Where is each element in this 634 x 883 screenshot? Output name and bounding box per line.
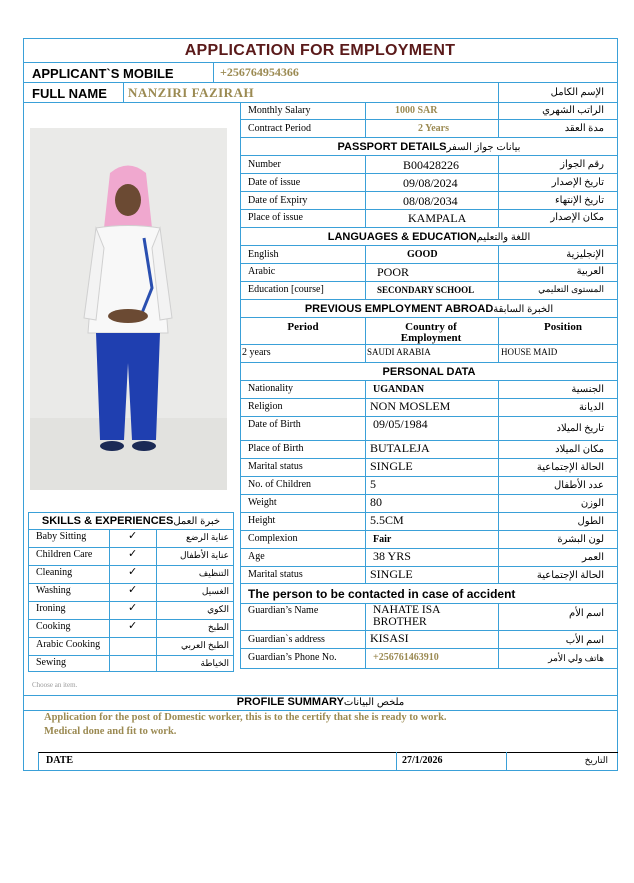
mobile-value: +256764954366 (220, 65, 299, 79)
personal-value: Fair (373, 534, 392, 545)
col-period: Period (287, 321, 319, 333)
passport-issue-arabic: تاريخ الإصدار (551, 177, 604, 188)
personal-label: Weight (248, 497, 277, 508)
arabic-label: Arabic (248, 266, 276, 277)
skill-arabic: الغسيل (201, 586, 229, 596)
personal-arabic: الديانة (578, 402, 604, 413)
skill-arabic: الطبخ (207, 622, 229, 632)
personal-label: No. of Children (248, 479, 312, 490)
date-label: DATE (46, 755, 74, 766)
personal-arabic: العمر (582, 552, 604, 563)
passport-expiry-label: Date of Expiry (248, 195, 308, 206)
summary-text-1: Application for the post of Domestic worker, this is to the certify that she is ready to work. (44, 712, 447, 723)
skill-check-icon: ✓ (128, 584, 138, 596)
skill-label: Sewing (36, 657, 66, 668)
education-value: SECONDARY SCHOOL (377, 285, 475, 295)
guardian-address-arabic: اسم الأب (565, 635, 604, 646)
col-position: Position (544, 321, 582, 333)
date-row (38, 752, 618, 771)
education-arabic: المستوى التعليمي (538, 284, 604, 294)
personal-value: 80 (370, 495, 382, 509)
skill-check-icon: ✓ (128, 620, 138, 632)
skill-check-icon: ✓ (128, 530, 138, 542)
contact-heading: The person to be contacted in case of accident (248, 587, 516, 601)
mobile-label: APPLICANT`S MOBILE (32, 66, 174, 81)
personal-arabic: لون البشرة (557, 534, 604, 545)
guardian-phone-label: Guardian’s Phone No. (248, 652, 337, 663)
personal-arabic: الحالة الإجتماعية (536, 462, 604, 473)
arabic-arabic: العربية (576, 266, 604, 277)
summary-heading: PROFILE SUMMARYملخص البيانات (236, 696, 405, 708)
salary-label: Monthly Salary (248, 105, 311, 116)
personal-value: SINGLE (370, 459, 413, 473)
salary-value: 1000 SAR (395, 105, 438, 116)
personal-arabic: تاريخ الميلاد (556, 423, 604, 434)
personal-arabic: الوزن (580, 498, 604, 509)
contract-value: 2 Years (418, 123, 450, 134)
personal-value: 5 (370, 477, 376, 491)
personal-arabic: عدد الأطفال (554, 480, 604, 491)
guardian-phone-value: +256761463910 (373, 652, 439, 663)
guardian-name-value: NAHATE ISA BROTHER (373, 604, 440, 628)
skill-check-icon: ✓ (128, 566, 138, 578)
personal-label: Marital status (248, 461, 303, 472)
guardian-address-value: KISASI (370, 631, 409, 645)
skill-arabic: عناية الرضع (185, 532, 229, 542)
skill-label: Arabic Cooking (36, 639, 101, 650)
skill-label: Ironing (36, 603, 66, 614)
passport-number-label: Number (248, 159, 281, 170)
guardian-address-label: Guardian`s address (248, 634, 325, 645)
skill-arabic: التنظيف (198, 568, 229, 578)
personal-value: SINGLE (370, 567, 413, 581)
personal-value: 5.5CM (370, 513, 404, 527)
guardian-phone-arabic: هاتف ولي الأمر (548, 653, 604, 663)
personal-arabic: الجنسية (571, 384, 604, 395)
skill-label: Baby Sitting (36, 531, 87, 542)
previous-position: HOUSE MAID (501, 347, 558, 357)
arabic-value: POOR (377, 265, 410, 279)
education-label: Education [course] (248, 284, 324, 295)
personal-label: Height (248, 515, 276, 526)
personal-arabic: الطول (577, 516, 604, 527)
personal-label: Age (248, 551, 265, 562)
skill-arabic: الطبخ العربي (181, 640, 229, 650)
skill-label: Washing (36, 585, 71, 596)
guardian-name-label: Guardian’s Name (248, 605, 319, 616)
passport-place-value: KAMPALA (408, 211, 467, 225)
contract-arabic: مدة العقد (564, 123, 604, 134)
skill-arabic: الخياطة (200, 658, 229, 668)
skill-label: Cleaning (36, 567, 73, 578)
contract-label: Contract Period (248, 123, 312, 134)
choose-item-placeholder[interactable]: Choose an item. (32, 681, 78, 689)
skill-arabic: عناية الأطفال (179, 550, 229, 560)
passport-place-arabic: مكان الإصدار (550, 212, 604, 223)
skill-label: Cooking (36, 621, 71, 632)
languages-heading: LANGUAGES & EDUCATIONاللغة والتعليم (327, 231, 531, 243)
skills-heading: SKILLS & EXPERIENCESخبرة العمل (41, 515, 221, 527)
summary-text-2: Medical done and fit to work. (44, 726, 177, 737)
skill-arabic: الكوي (207, 604, 229, 614)
passport-place-label: Place of issue (248, 212, 303, 223)
passport-expiry-arabic: تاريخ الإنتهاء (554, 195, 604, 206)
passport-number-value: B00428226 (403, 158, 460, 172)
personal-label: Date of Birth (248, 419, 301, 430)
date-arabic: التاريخ (584, 755, 608, 765)
guardian-name-arabic: اسم الأم (569, 608, 604, 619)
passport-number-arabic: رقم الجواز (560, 159, 604, 170)
personal-arabic: مكان الميلاد (555, 444, 604, 455)
full-name-arabic: الإسم الكامل (550, 87, 604, 98)
previous-period: 2 years (242, 347, 271, 358)
personal-label: Complexion (248, 533, 298, 544)
personal-value: 09/05/1984 (373, 417, 428, 431)
applicant-figure (30, 128, 227, 490)
english-label: English (248, 249, 279, 260)
personal-label: Religion (248, 401, 283, 412)
date-value: 27/1/2026 (402, 755, 443, 766)
passport-expiry-value: 08/08/2034 (403, 194, 458, 208)
previous-country: SAUDI ARABIA (367, 347, 431, 357)
personal-label: Place of Birth (248, 443, 304, 454)
page-title: APPLICATION FOR EMPLOYMENT (184, 42, 456, 59)
personal-heading: PERSONAL DATA (382, 366, 476, 378)
passport-heading: PASSPORT DETAILSبيانات جواز السفر (337, 141, 521, 153)
personal-value: 38 YRS (373, 549, 411, 563)
personal-label: Nationality (248, 383, 293, 394)
skill-check-icon: ✓ (128, 602, 138, 614)
personal-value: NON MOSLEM (370, 399, 451, 413)
col-country: Country of Employment (400, 322, 462, 344)
skill-check-icon: ✓ (128, 548, 138, 560)
personal-arabic: الحالة الإجتماعية (536, 569, 604, 581)
full-name-label: FULL NAME (32, 86, 107, 101)
passport-issue-value: 09/08/2024 (403, 176, 458, 190)
english-value: GOOD (407, 249, 438, 260)
personal-value: UGANDAN (373, 384, 425, 395)
personal-value: BUTALEJA (370, 441, 430, 455)
salary-arabic: الراتب الشهري (542, 105, 604, 116)
full-name-value: NANZIRI FAZIRAH (128, 85, 255, 100)
english-arabic: الإنجليزية (566, 249, 604, 260)
skill-label: Children Care (36, 549, 93, 560)
personal-label: Marital status (248, 569, 303, 580)
passport-issue-label: Date of issue (248, 177, 301, 188)
applicant-photo (30, 128, 227, 490)
previous-heading: PREVIOUS EMPLOYMENT ABROADالخبرة السابقة (304, 303, 554, 315)
